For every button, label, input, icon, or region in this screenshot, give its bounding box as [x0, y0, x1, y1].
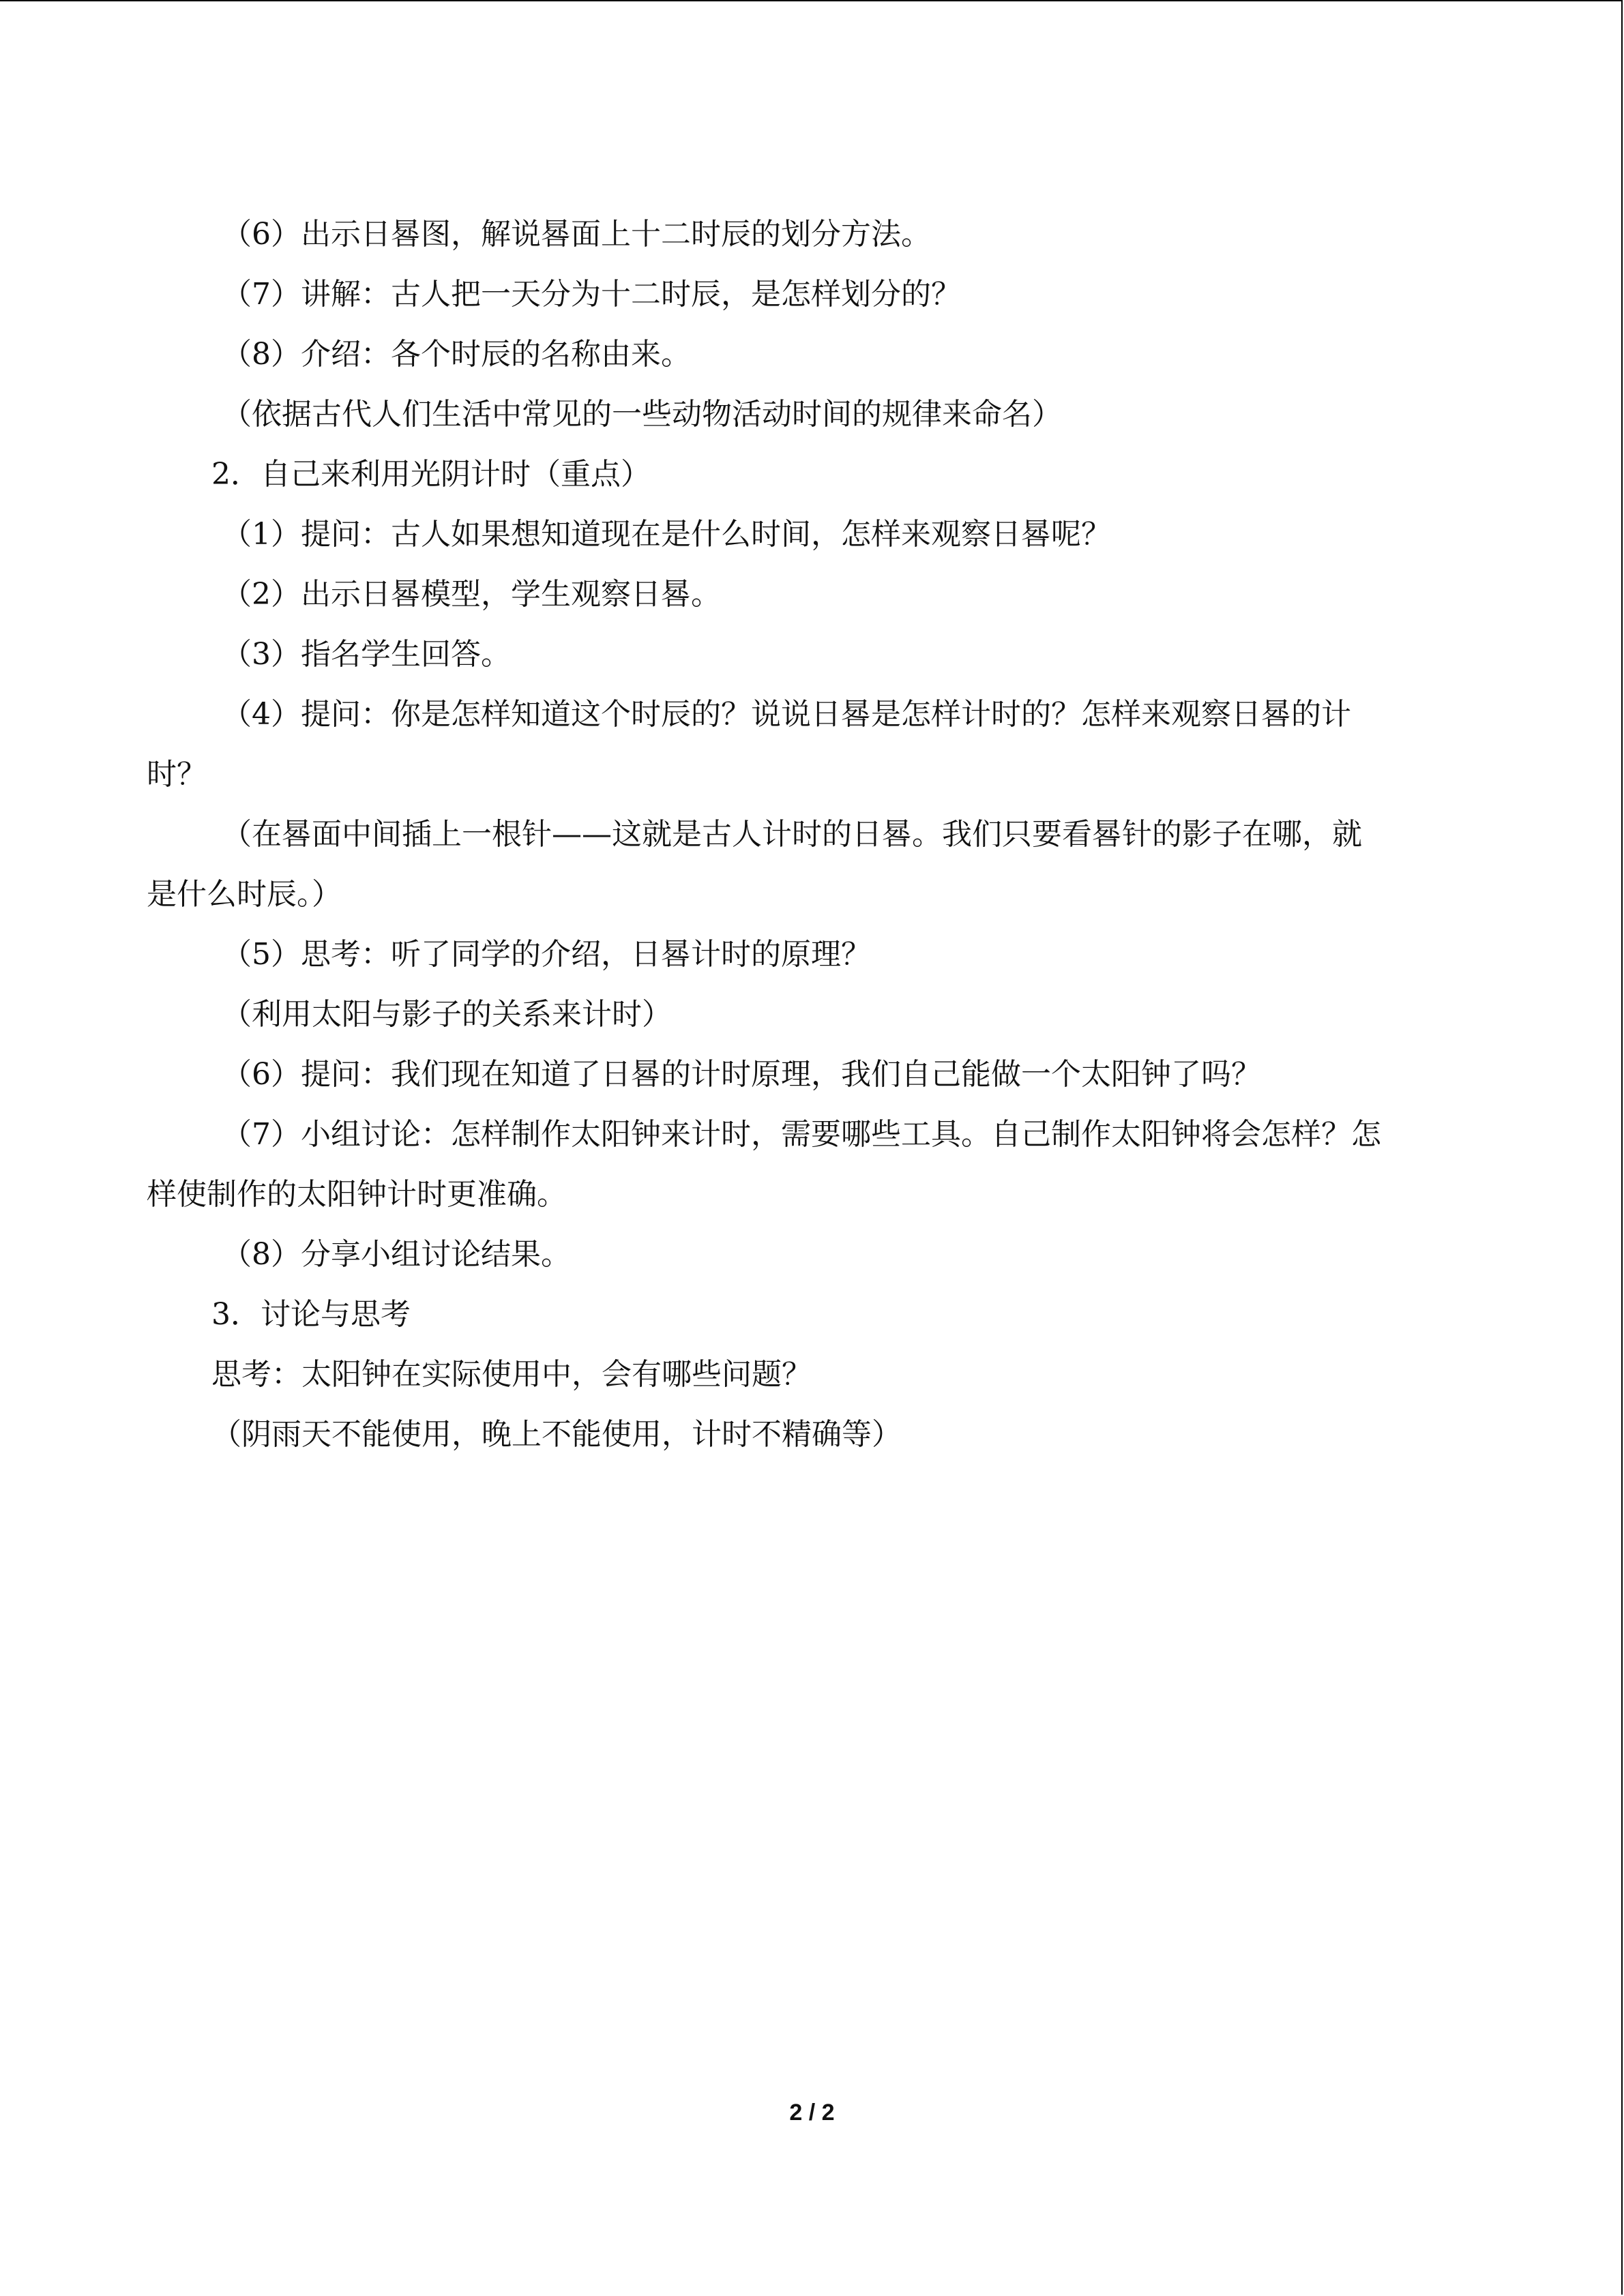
text-line: （2）出示日晷模型，学生观察日晷。 — [222, 577, 721, 612]
text-line: （3）指名学生回答。 — [222, 637, 511, 672]
document-body — [147, 205, 1477, 1465]
text-line: （5）思考：听了同学的介绍，日晷计时的原理？ — [222, 937, 871, 972]
text-line: （4）提问：你是怎样知道这个时辰的？说说日晷是怎样计时的？怎样来观察日晷的计 — [222, 697, 1351, 732]
text-line: （利用太阳与影子的关系来计时） — [222, 997, 672, 1032]
text-line: （在晷面中间插上一根针——这就是古人计时的日晷。我们只要看晷针的影子在哪，就 — [222, 817, 1362, 852]
text-line: （7）讲解：古人把一天分为十二时辰，是怎样划分的？ — [222, 277, 961, 312]
text-line: （依据古代人们生活中常见的一些动物活动时间的规律来命名） — [222, 397, 1062, 432]
text-line: 思考：太阳钟在实际使用中，会有哪些问题？ — [211, 1357, 812, 1392]
section-heading: 2．自己来利用光阴计时（重点） — [211, 457, 651, 492]
text-line-continued: 是什么时辰。） — [147, 877, 342, 912]
section-heading: 3．讨论与思考 — [211, 1297, 411, 1332]
text-line: （8）介绍：各个时辰的名称由来。 — [222, 337, 691, 372]
text-line: （7）小组讨论：怎样制作太阳钟来计时，需要哪些工具。自己制作太阳钟将会怎样？怎 — [222, 1117, 1381, 1152]
text-line: （8）分享小组讨论结果。 — [222, 1237, 571, 1272]
text-line-continued: 时？ — [147, 757, 207, 792]
page-number: 2 / 2 — [789, 2100, 835, 2126]
text-line-continued: 样使制作的太阳钟计时更准确。 — [147, 1177, 567, 1212]
text-line: （阴雨天不能使用，晚上不能使用，计时不精确等） — [211, 1417, 902, 1452]
text-line: （6）提问：我们现在知道了日晷的计时原理，我们自己能做一个太阳钟了吗？ — [222, 1057, 1261, 1092]
text-line: （6）出示日晷图，解说晷面上十二时辰的划分方法。 — [222, 217, 931, 252]
text-line: （1）提问：古人如果想知道现在是什么时间，怎样来观察日晷呢？ — [222, 517, 1111, 552]
